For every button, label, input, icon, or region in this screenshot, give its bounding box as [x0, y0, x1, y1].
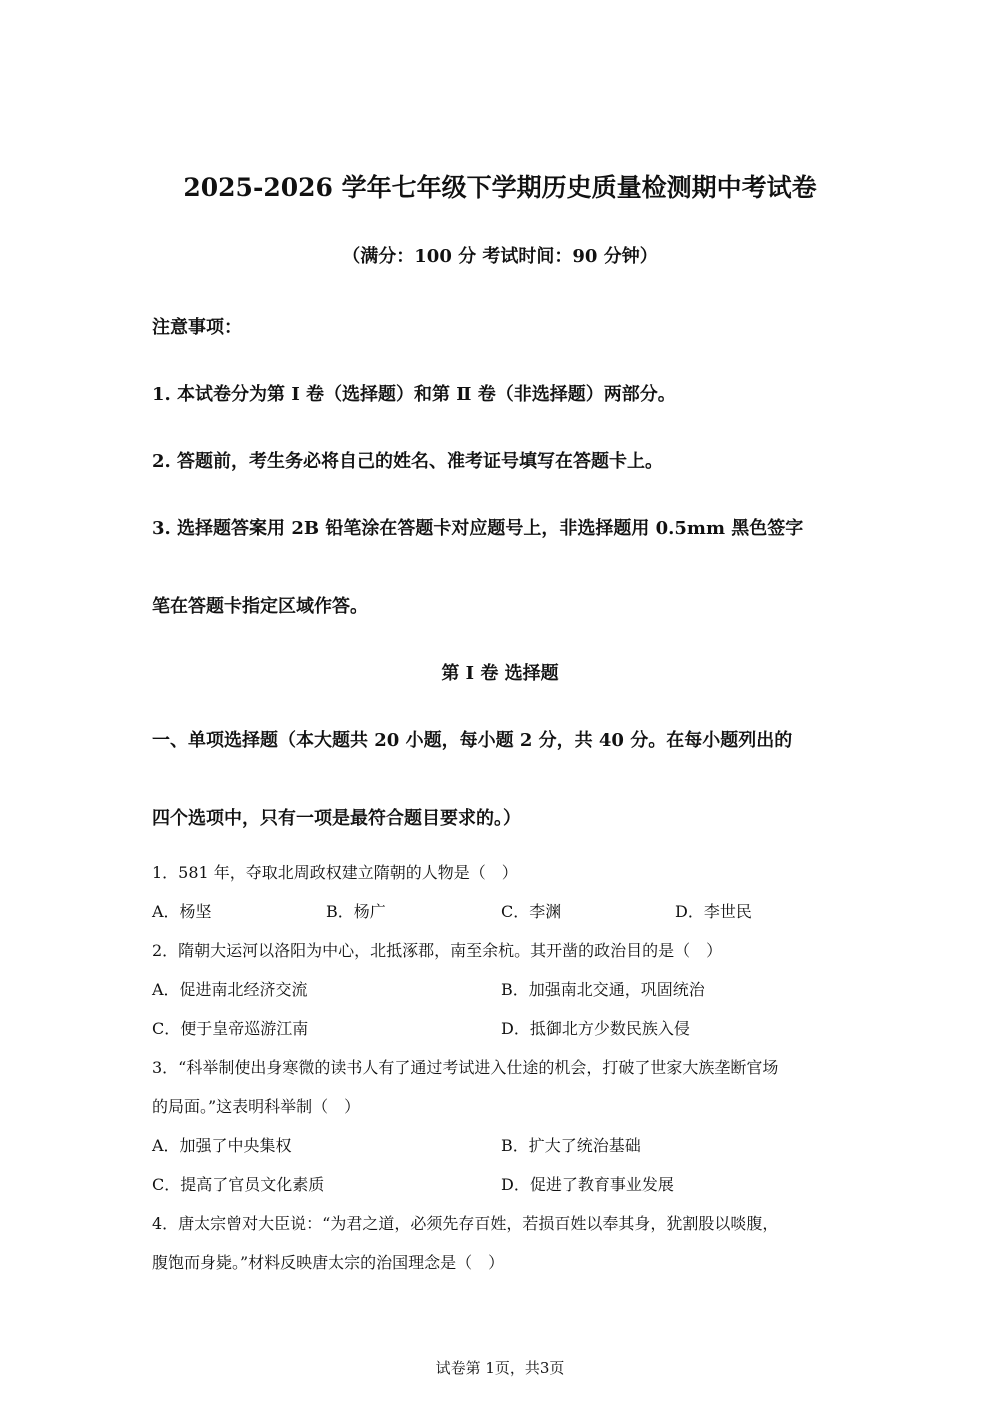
question-3-option-d: D．促进了教育事业发展 — [501, 1175, 674, 1194]
question-3-stem: 的局面。”这表明科举制（ ） — [152, 1097, 361, 1116]
question-1-option-a: A．杨坚 — [152, 902, 212, 921]
note-item: 1. 本试卷分为第 Ⅰ 卷（选择题）和第 Ⅱ 卷（非选择题）两部分。 — [152, 384, 676, 405]
question-2-option-c: C．便于皇帝巡游江南 — [152, 1019, 309, 1038]
section1-instruction: 一、单项选择题（本大题共 20 小题，每小题 2 分，共 40 分。在每小题列出的 — [152, 730, 793, 751]
question-4-stem: 腹饱而身毙。”材料反映唐太宗的治国理念是（ ） — [152, 1253, 505, 1272]
page-footer: 试卷第 1页，共3页 — [435, 1359, 565, 1377]
note-item: 2. 答题前，考生务必将自己的姓名、准考证号填写在答题卡上。 — [152, 451, 664, 472]
question-4-stem: 4．唐太宗曾对大臣说：“为君之道，必须先存百姓，若损百姓以奉其身，犹割股以啖腹， — [152, 1214, 779, 1233]
question-3-option-b: B．扩大了统治基础 — [501, 1136, 641, 1155]
question-2-option-a: A．促进南北经济交流 — [152, 980, 308, 999]
question-1-stem: 1．581 年，夺取北周政权建立隋朝的人物是（ ） — [152, 863, 518, 882]
question-2-option-b: B．加强南北交通，巩固统治 — [501, 980, 705, 999]
notes-heading: 注意事项： — [152, 317, 242, 338]
part1-title: 第 Ⅰ 卷 选择题 — [441, 663, 559, 684]
exam-subtitle: （满分：100 分 考试时间：90 分钟） — [342, 246, 658, 267]
question-1-option-b: B．杨广 — [326, 902, 386, 921]
question-3-option-c: C．提高了官员文化素质 — [152, 1175, 325, 1194]
exam-title: 2025-2026 学年七年级下学期历史质量检测期中考试卷 — [183, 173, 817, 202]
note-item: 笔在答题卡指定区域作答。 — [152, 596, 368, 617]
question-3-stem: 3．“科举制使出身寒微的读书人有了通过考试进入仕途的机会，打破了世家大族垄断官场 — [152, 1058, 779, 1077]
question-1-option-d: D．李世民 — [675, 902, 752, 921]
question-1-option-c: C．李渊 — [501, 902, 562, 921]
question-2-option-d: D．抵御北方少数民族入侵 — [501, 1019, 690, 1038]
question-3-option-a: A．加强了中央集权 — [152, 1136, 292, 1155]
question-2-stem: 2．隋朝大运河以洛阳为中心，北抵涿郡，南至余杭。其开凿的政治目的是（ ） — [152, 941, 723, 960]
section1-instruction: 四个选项中，只有一项是最符合题目要求的。） — [152, 808, 521, 829]
note-item: 3. 选择题答案用 2B 铅笔涂在答题卡对应题号上，非选择题用 0.5mm 黑色签字 — [152, 518, 804, 539]
